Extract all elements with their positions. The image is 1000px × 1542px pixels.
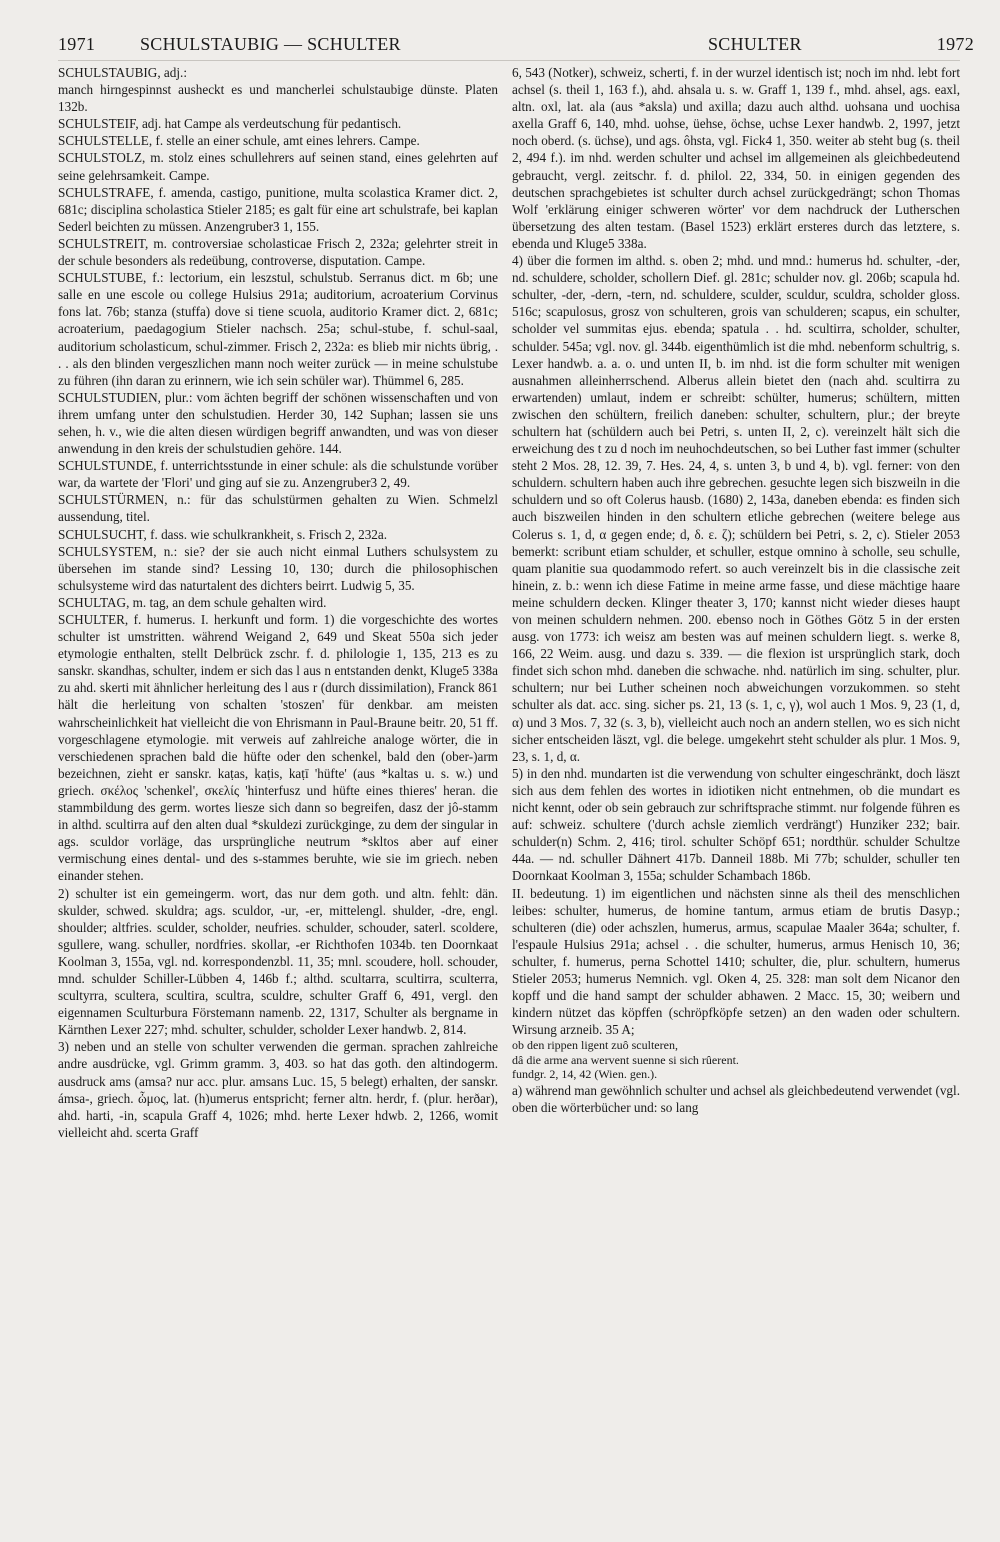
entry-paragraph: SCHULSYSTEM, n.: sie? der sie auch nicht einmal Luthers schulsystem zu übersehen im stande sind? Lessing 10, 130; durch die philosophischen schulsysteme wird das naturtalent des dichters beirrt. Ludwig 5, 35. bbox=[58, 543, 498, 593]
entry-paragraph: SCHULSTUDIEN, plur.: vom ächten begriff der schönen wissenschaften und von ihrem umfang unter den schulstudien. Herder 30, 142 Suphan; lassen sie uns sehen, h. v., wie die alten diesen würdigen begriff anwandten, und was von dieser anwendung in den kreis der schulstudien gehöre. 144. bbox=[58, 389, 498, 457]
entry-paragraph: SCHULSTREIT, m. controversiae scholasticae Frisch 2, 232a; gelehrter streit in der schule besonders als redeübung, controverse, disputation. Campe. bbox=[58, 235, 498, 269]
entry-paragraph: manch hirngespinnst ausheckt es und mancherlei schulstaubige dünste. Platen 132b. bbox=[58, 82, 498, 115]
header-rule bbox=[58, 60, 960, 61]
running-title-left: SCHULSTAUBIG — SCHULTER bbox=[140, 34, 401, 54]
entry-paragraph: SCHULSTÜRMEN, n.: für das schulstürmen gehalten zu Wien. Schmelzl aussendung, titel. bbox=[58, 492, 498, 525]
entry-paragraph: II. bedeutung. 1) im eigentlichen und nächsten sinne als theil des menschlichen leibes: schulter, humerus, de homine tantum, armus etiam de brutis Dasyp.; schulteren (die) oder achszlen, humerus, armus, scapulae Maaler 364a; schulter, f. l'espaule Hulsius 291a; achsel . . die schulter, humerus, armus Henisch 10, 36; schulter, f. humerus, perna Schottel 1410; schulter, die, plur. schultern, humerus Stieler 2053; humerus Nemnich. vgl. Oken 4, 25. 328: man solt dem Nicanor den kopff und die hand sampt der schulder abhawen. 2 Macc. 15, 30; weibern und kindern nützet das köpffen (schröpfköpfe setzen) an den waden oder schultern. Wirsung arzneib. 35 A; bbox=[512, 885, 960, 1038]
entry-paragraph: SCHULTAG, m. tag, an dem schule gehalten wird. bbox=[58, 594, 327, 610]
page-number-left: 1971 bbox=[58, 34, 96, 54]
entry-paragraph: SCHULTER, f. humerus. I. herkunft und form. 1) die vorgeschichte des wortes schulter ist umstritten. während Weigand 2, 649 und Skeat 550a sich jeder etymologie enthalten, stellt Delbrück zschr. f. d. philologie 1, 135, 213 es zu sanskr. skandhas, schulter, indem er sich das l aus n entstanden denkt, Kluge5 338a zu ahd. skerti mit ähnlicher herleitung des l aus r (durch dissimilation), Franck 861 hält die herleitung von schalten 'stoszen' für denkbar. am meisten wahrscheinlichkeit hat vielleicht die von Ehrismann in Paul-Braune beitr. 20, 51 ff. vorgeschlagene etymologie. mit verweis auf zahlreiche analoge wörter, die in verschiedenen sprachen bald die hüfte oder den schenkel, bald den (ober-)arm bezeichnen, zieht er sanskr. kaṭas, kaṭis, kaṭī 'hüfte' (aus *kaltas u. s. w.) und griech. σκέλος 'schenkel', σκελίς 'hinterfusz und hüfte eines thieres' heran. die stammbildung des germ. wortes liesze sich dann so begreifen, dasz der jô-stamm in althd. scultirra auf den alten dual *skuldezi zurückginge, zu dem der singular in ags. sculdor vorläge, das ursprüngliche neutrum *skltos aber auf einer vermischung eines dental- und des s-stammes beruhte, wie sie im griech. neben einander stehen. bbox=[58, 612, 498, 884]
quote-line: dâ die arme ana wervent suenne si sich rûerent. bbox=[512, 1052, 739, 1067]
entry-paragraph: SCHULSTRAFE, f. amenda, castigo, punitione, multa scolastica Kramer dict. 2, 681c; disciplina scholastica Stieler 2185; es galt für eine art schulstrafe, bei kaplan Sederl beichten zu müssen. Anzengruber3 1, 155. bbox=[58, 184, 498, 234]
entry-paragraph: 4) über die formen im althd. s. oben 2; mhd. und mnd.: humerus hd. schulter, -der, nd. schuldere, scholder, schollern Dief. gl. 281c; schulder nov. gl. 206b; scapula hd. schulter, -der, -dern, -tern, nd. schuldere, sculder, sculdur, sculdra, scholder gloss. 516c; scapulosus, grosz von schulteren, grois van schulderen; scapus, ein schulter, scholder vel summitas ejus. ebenda; spatula . . hd. scultirra, scholder, schulter, schulder. 545a; vgl. nov. gl. 344b. eigenthümlich ist die mhd. nebenform schultrig, s. Lexer handwb. a. a. o. und unten II, b. im nhd. ist die form schulter mit wenigen ausnahmen alleinherrschend. Alberus allein bietet den (nach ahd. scultirra zu erwartenden) umlaut, indem er schreibt: schülter, humerus; schültern, mitten zwischen den schültern, freilich daneben: schulter, schultern, plur.; der breyte schultern hat (schüldern auch bei Petri, s. unten II, 2, c). vereinzelt hält sich die erweichung des t zu d noch im neuhochdeutschen, so bei Luther fast immer (schulter steht 2 Mos. 28, 12. 39, 7. Hes. 24, 4, s. unten 3, b und 4, b). vgl. ferner: von den schuldern. schultern haben auch ihre gebrechen. gesuchte legen sich biszweiln in die schuldern und so oft Colerus hausb. (1680) 2, 143a, daneben ebenda: es finden sich auch biszweilen hinden in den schultern etliche gebrechen (weitere belege aus Colerus s. 1, d, α gegen ende; d, δ. ε. ζ); schüldern bei Petri, s. 2, c). Stieler 2053 bemerkt: scribunt etiam schulder, et schuller, estque omnino à scholle, seu schulle, quam planitie sua quodammodo refert. so auch vereinzelt bis in die classische zeit hinein, z. b.: wenn ich diese Fatime in meine arme fasse, und diese mächtige haare meine schuldern decken. Klinger theater 3, 170; kannst nicht wieder dieses haupt von meinen schuldern nehmen. 200. ebenso noch in Göthes Götz 5 in der ersten ausg. von 1773: ich weisz am besten was auf meinen schuldern liegt. s. werke 8, 166, 22 Weim. ausg. und dazu s. 339. — die flexion ist ursprünglich stark, doch findet sich schon mhd. daneben die schwache. nhd. natürlich im sing. schulter, plur. schultern; nur bei Luther scheinen noch abweichungen vorzukommen. so steht schulter als dat. acc. sing. sicher ps. 21, 13 (s. 1, c, γ), wol auch 1 Mos. 9, 23 (1, d, α) und 3 Mos. 7, 32 (s. 3, b), vielleicht auch noch an andern stellen, wo es sich nicht sicher entscheiden läszt, vgl. die belege. umgekehrt steht schulder als plur. 1 Mos. 9, 23, s. 1, d, α. bbox=[512, 253, 960, 764]
entry-paragraph: SCHULSTEIF, adj. hat Campe als verdeutschung für pedantisch. bbox=[58, 116, 402, 132]
entry-paragraph: 3) neben und an stelle von schulter verwenden die german. sprachen zahlreiche andre ausdrücke, vgl. Grimm gramm. 3, 403. so hat das goth. den altindogerm. ausdruck ams (amsa? nur acc. plur. amsans Luc. 15, 5 belegt) erhalten, der sanskr. ámsa-, griech. ὦμος, lat. (h)umerus entspricht; ferner altn. herdr, f. (plur. herðar), ahd. harti, -in, scapula Graff 4, 1026; mhd. herte Lexer hdwb. 2, 1266, womit vielleicht ahd. scerta Graff bbox=[58, 1039, 498, 1140]
entry-paragraph: SCHULSTOLZ, m. stolz eines schullehrers auf seinen stand, eines gelehrten auf seine gelehrsamkeit. Campe. bbox=[58, 150, 498, 183]
page-number-right: 1972 bbox=[936, 34, 974, 54]
entry-paragraph: SCHULSTUBE, f.: lectorium, ein leszstul, schulstub. Serranus dict. m 6b; une salle en une escole ou college Hulsius 291a; auditorium, acroaterium Corvinus fons lat. 76b; stanza (stuffa) dove si tiene scuola, auditorio Kramer dict. 2, 681c; acroaterium, paedagogium Stieler nachsch. 25a; schul-stube, f. schul-saal, auditorium scholasticum, schul-zimmer. Frisch 2, 232a: es blieb mir nichts übrig, . . . als den blinden vergeszlichen mann noch weiter zurück — in meine schulstube zu führen (ihn daran zu erinnern, wie ich sein schüler war). Thümmel 6, 285. bbox=[58, 270, 498, 388]
running-title-right: SCHULTER bbox=[708, 34, 802, 54]
quote-line: ob den rippen ligent zuô sculteren, bbox=[512, 1038, 678, 1053]
entry-paragraph: SCHULSTAUBIG, adj.: bbox=[58, 65, 187, 80]
entry-paragraph: 5) in den nhd. mundarten ist die verwendung von schulter eingeschränkt, doch läszt sich aus dem fehlen des wortes in idiotiken nicht entnehmen, ob die mundart es nicht kennt, oder ob sein gebrauch zur schriftsprache stimmt. nur folgende führen es auf: schweiz. schultere ('durch achsle ziemlich verdrängt') Hunziker 232; bair. schulder(n) Schm. 2, 416; tirol. schulter Schöpf 651; nordthür. schulder Schultze 44a. — nd. schuller Dähnert 417b. Danneil 188b. Mi 77b; schulder, schuller ten Doornkaat Koolman 3, 155a; schulder Schambach 186b. bbox=[512, 765, 960, 884]
page-header bbox=[58, 28, 974, 58]
left-column bbox=[58, 64, 498, 1526]
right-column bbox=[512, 64, 960, 1526]
entry-paragraph: SCHULSUCHT, f. dass. wie schulkrankheit, s. Frisch 2, 232a. bbox=[58, 526, 388, 542]
entry-paragraph: 2) schulter ist ein gemeingerm. wort, das nur dem goth. und altn. fehlt: dän. skulder, schwed. skuldra; ags. sculdor, -ur, -er, mittelengl. shulder, -dre, engl. shoulder; altfries. sculder, scholder, neufries. schulder, schouder, saterl. scoldere, sgullere, wang. schuller, nordfries. skollar, -er Richthofen 1034b. ten Doornkaat Koolman 3, 155a, vgl. nd. korrespondenzbl. 11, 35; mnl. scoudere, holl. schouder, mnd. schulder Schiller-Lübben 4, 146b f.; althd. scultarra, scultirra, sculterra, scultyrra, scultera, scultira, scultra, sculdre, schulter Graff 6, 491, vergl. den eigennamen Sculturbura Förstemann namenb. 22, 1317, Schulter als bergname in Kärnthen Lexer 227; mhd. schulter, schulder, scholder Lexer handwb. 2, 814. bbox=[58, 885, 498, 1038]
entry-paragraph: SCHULSTELLE, f. stelle an einer schule, amt eines lehrers. Campe. bbox=[58, 133, 420, 149]
entry-paragraph: a) während man gewöhnlich schulter und achsel als gleichbedeutend verwendet (vgl. oben die wörterbücher und: so lang bbox=[512, 1082, 960, 1115]
quote-citation: fundgr. 2, 14, 42 (Wien. gen.). bbox=[512, 1067, 658, 1082]
entry-paragraph: SCHULSTUNDE, f. unterrichtsstunde in einer schule: als die schulstunde vorüber war, da wartete der 'Flori' und ging auf sie zu. Anzengruber3 2, 49. bbox=[58, 458, 498, 491]
entry-paragraph: 6, 543 (Notker), schweiz, scherti, f. in der wurzel identisch ist; noch im nhd. lebt fort achsel (s. theil 1, 163 f.), ahd. ahsala u. s. w. Graff 1, 139 f., mhd. ahsel, ags. eaxl, altn. oxl, lat. ala (aus *aksla) und axilla; dazu auch althd. uohsana und uochisa axella Graff 6, 140, mhd. uohse, üehse, öchse, uchse Lexer handwb. 2, 1997, jetzt noch oberd. (s. üchse), und ags. ôhsta, vgl. Fick4 1, 350. weiter ab steht bug (s. theil 2, 494 f.). im nhd. werden schulter und achsel im allgemeinen als gleichbedeutend gebraucht, vergl. zeitschr. f. d. philol. 22, 334, 50. in einigen gegenden des deutschen sprachgebietes ist schulter durch achsel zurückgedrängt; schon Thomas Wolf 'erklärung einiger schweren wörter' vor dem nachdruck der Lutherschen übersetzung des alten testam. (Basel 1523) erklärt ersteres durch das letztere, s. ebenda und Kluge5 338a. bbox=[512, 65, 960, 251]
